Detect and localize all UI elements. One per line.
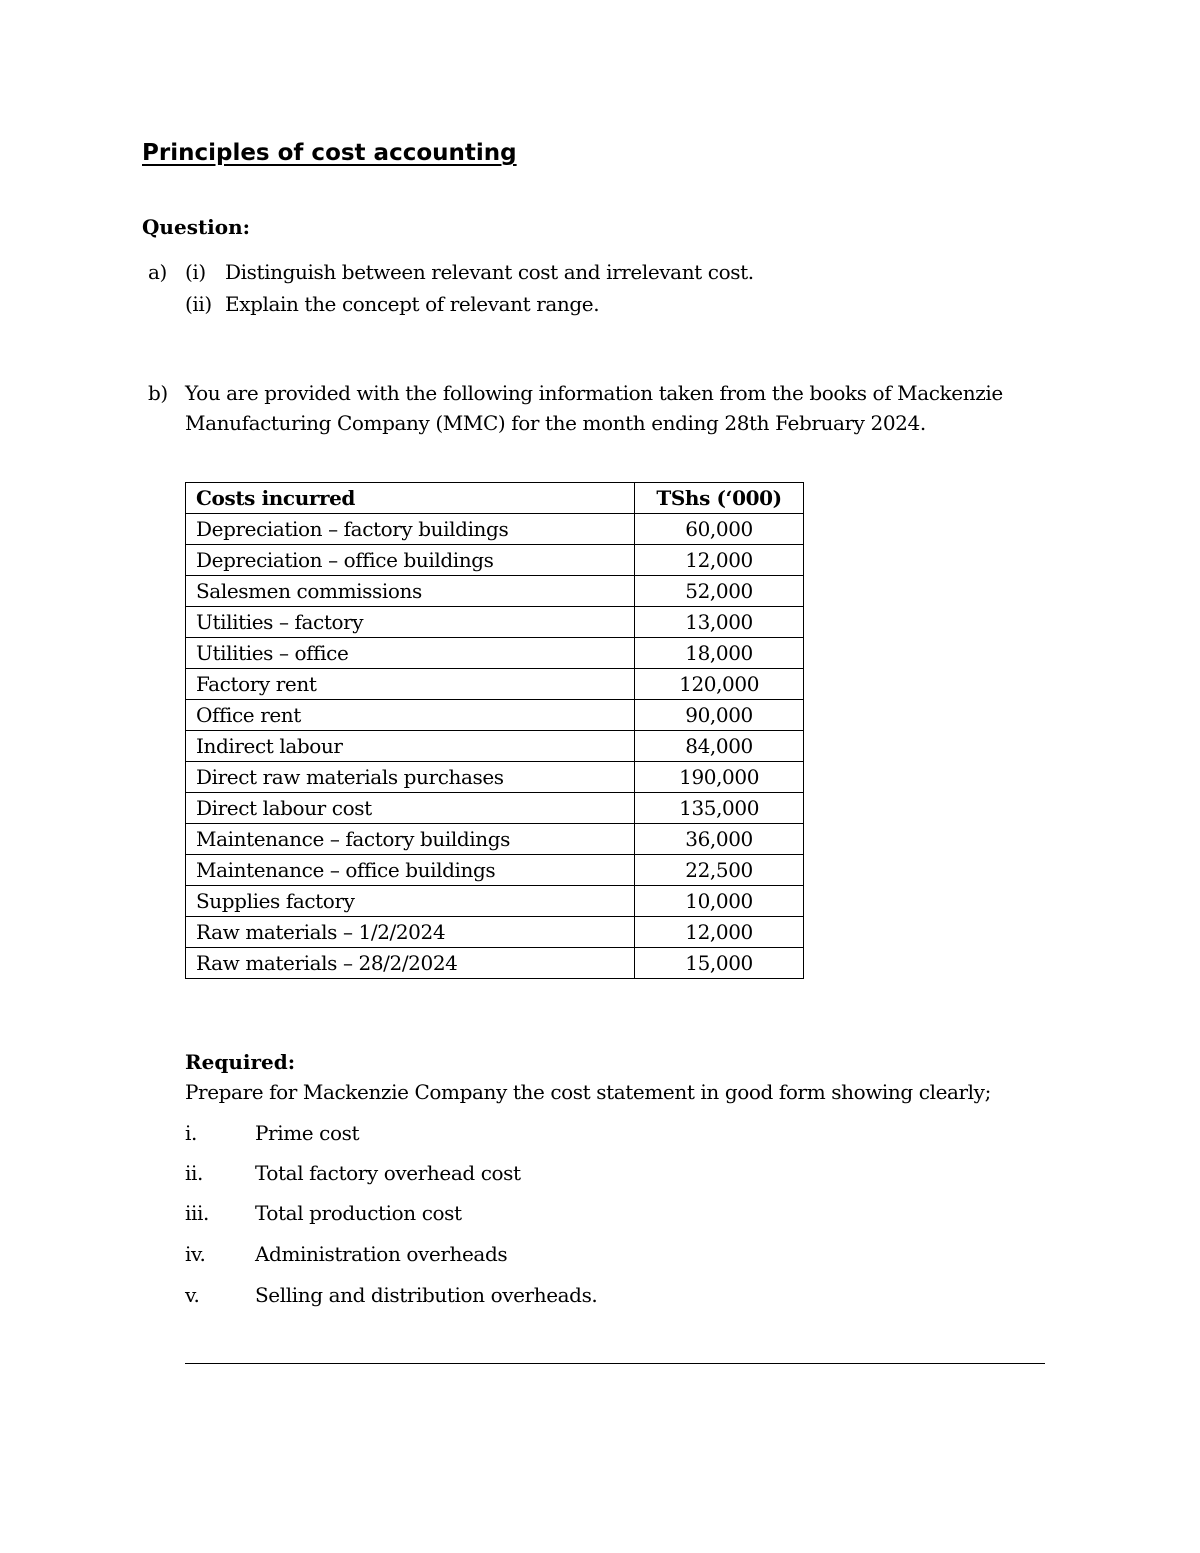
list-item-text: Administration overheads bbox=[255, 1242, 508, 1266]
table-header-row bbox=[186, 483, 804, 514]
cost-name: Direct raw materials purchases bbox=[186, 762, 635, 793]
table-row bbox=[186, 638, 804, 669]
table-row bbox=[186, 545, 804, 576]
cost-name: Raw materials – 28/2/2024 bbox=[186, 948, 635, 979]
page-title: Principles of cost accounting bbox=[142, 140, 517, 166]
list-item-number: i. bbox=[185, 1121, 197, 1145]
part-a-item-2-num: (ii) bbox=[185, 292, 212, 316]
header-tshs: TShs (‘000) bbox=[635, 483, 804, 514]
cost-name: Salesmen commissions bbox=[186, 576, 635, 607]
list-item-number: v. bbox=[185, 1283, 200, 1307]
part-a-marker: a) bbox=[148, 260, 167, 284]
part-a-item-2-text: Explain the concept of relevant range. bbox=[225, 292, 600, 316]
list-item-text: Selling and distribution overheads. bbox=[255, 1283, 598, 1307]
cost-amount: 60,000 bbox=[635, 514, 804, 545]
cost-amount: 13,000 bbox=[635, 607, 804, 638]
table-row bbox=[186, 793, 804, 824]
question-label: Question: bbox=[142, 215, 251, 239]
list-item-number: iv. bbox=[185, 1242, 206, 1266]
part-b-marker: b) bbox=[148, 381, 168, 405]
cost-name: Supplies factory bbox=[186, 886, 635, 917]
list-item-text: Prime cost bbox=[255, 1121, 360, 1145]
table-row bbox=[186, 886, 804, 917]
cost-name: Direct labour cost bbox=[186, 793, 635, 824]
list-item bbox=[185, 1201, 462, 1225]
required-label: Required: bbox=[185, 1050, 296, 1074]
table-row bbox=[186, 948, 804, 979]
cost-amount: 90,000 bbox=[635, 700, 804, 731]
cost-name: Utilities – factory bbox=[186, 607, 635, 638]
horizontal-divider bbox=[185, 1363, 1045, 1364]
cost-amount: 12,000 bbox=[635, 917, 804, 948]
cost-name: Maintenance – office buildings bbox=[186, 855, 635, 886]
table-row bbox=[186, 576, 804, 607]
list-item-text: Total production cost bbox=[255, 1201, 462, 1225]
cost-name: Depreciation – factory buildings bbox=[186, 514, 635, 545]
list-item bbox=[185, 1121, 359, 1145]
cost-name: Depreciation – office buildings bbox=[186, 545, 635, 576]
cost-name: Raw materials – 1/2/2024 bbox=[186, 917, 635, 948]
cost-amount: 10,000 bbox=[635, 886, 804, 917]
table-row bbox=[186, 855, 804, 886]
cost-amount: 36,000 bbox=[635, 824, 804, 855]
cost-amount: 12,000 bbox=[635, 545, 804, 576]
costs-table bbox=[185, 482, 804, 979]
table-row bbox=[186, 917, 804, 948]
cost-amount: 135,000 bbox=[635, 793, 804, 824]
cost-amount: 84,000 bbox=[635, 731, 804, 762]
cost-name: Factory rent bbox=[186, 669, 635, 700]
cost-amount: 22,500 bbox=[635, 855, 804, 886]
list-item-number: ii. bbox=[185, 1161, 203, 1185]
part-b-line-2: Manufacturing Company (MMC) for the month ending 28th February 2024. bbox=[185, 411, 926, 435]
cost-name: Indirect labour bbox=[186, 731, 635, 762]
cost-name: Office rent bbox=[186, 700, 635, 731]
table-row bbox=[186, 607, 804, 638]
cost-name: Maintenance – factory buildings bbox=[186, 824, 635, 855]
list-item-text: Total factory overhead cost bbox=[255, 1161, 521, 1185]
cost-amount: 15,000 bbox=[635, 948, 804, 979]
part-b-line-1: You are provided with the following information taken from the books of Mackenzie bbox=[185, 381, 1003, 405]
required-intro: Prepare for Mackenzie Company the cost statement in good form showing clearly; bbox=[185, 1080, 991, 1104]
table-row bbox=[186, 762, 804, 793]
list-item bbox=[185, 1242, 507, 1266]
table-row bbox=[186, 700, 804, 731]
list-item-number: iii. bbox=[185, 1201, 209, 1225]
table-row bbox=[186, 669, 804, 700]
cost-amount: 190,000 bbox=[635, 762, 804, 793]
header-costs-incurred: Costs incurred bbox=[186, 483, 635, 514]
cost-amount: 18,000 bbox=[635, 638, 804, 669]
table-row bbox=[186, 731, 804, 762]
list-item bbox=[185, 1283, 597, 1307]
part-a-item-1-text: Distinguish between relevant cost and irrelevant cost. bbox=[225, 260, 754, 284]
cost-name: Utilities – office bbox=[186, 638, 635, 669]
cost-amount: 52,000 bbox=[635, 576, 804, 607]
list-item bbox=[185, 1161, 521, 1185]
part-a-item-1-num: (i) bbox=[185, 260, 206, 284]
table-row bbox=[186, 514, 804, 545]
cost-amount: 120,000 bbox=[635, 669, 804, 700]
table-row bbox=[186, 824, 804, 855]
